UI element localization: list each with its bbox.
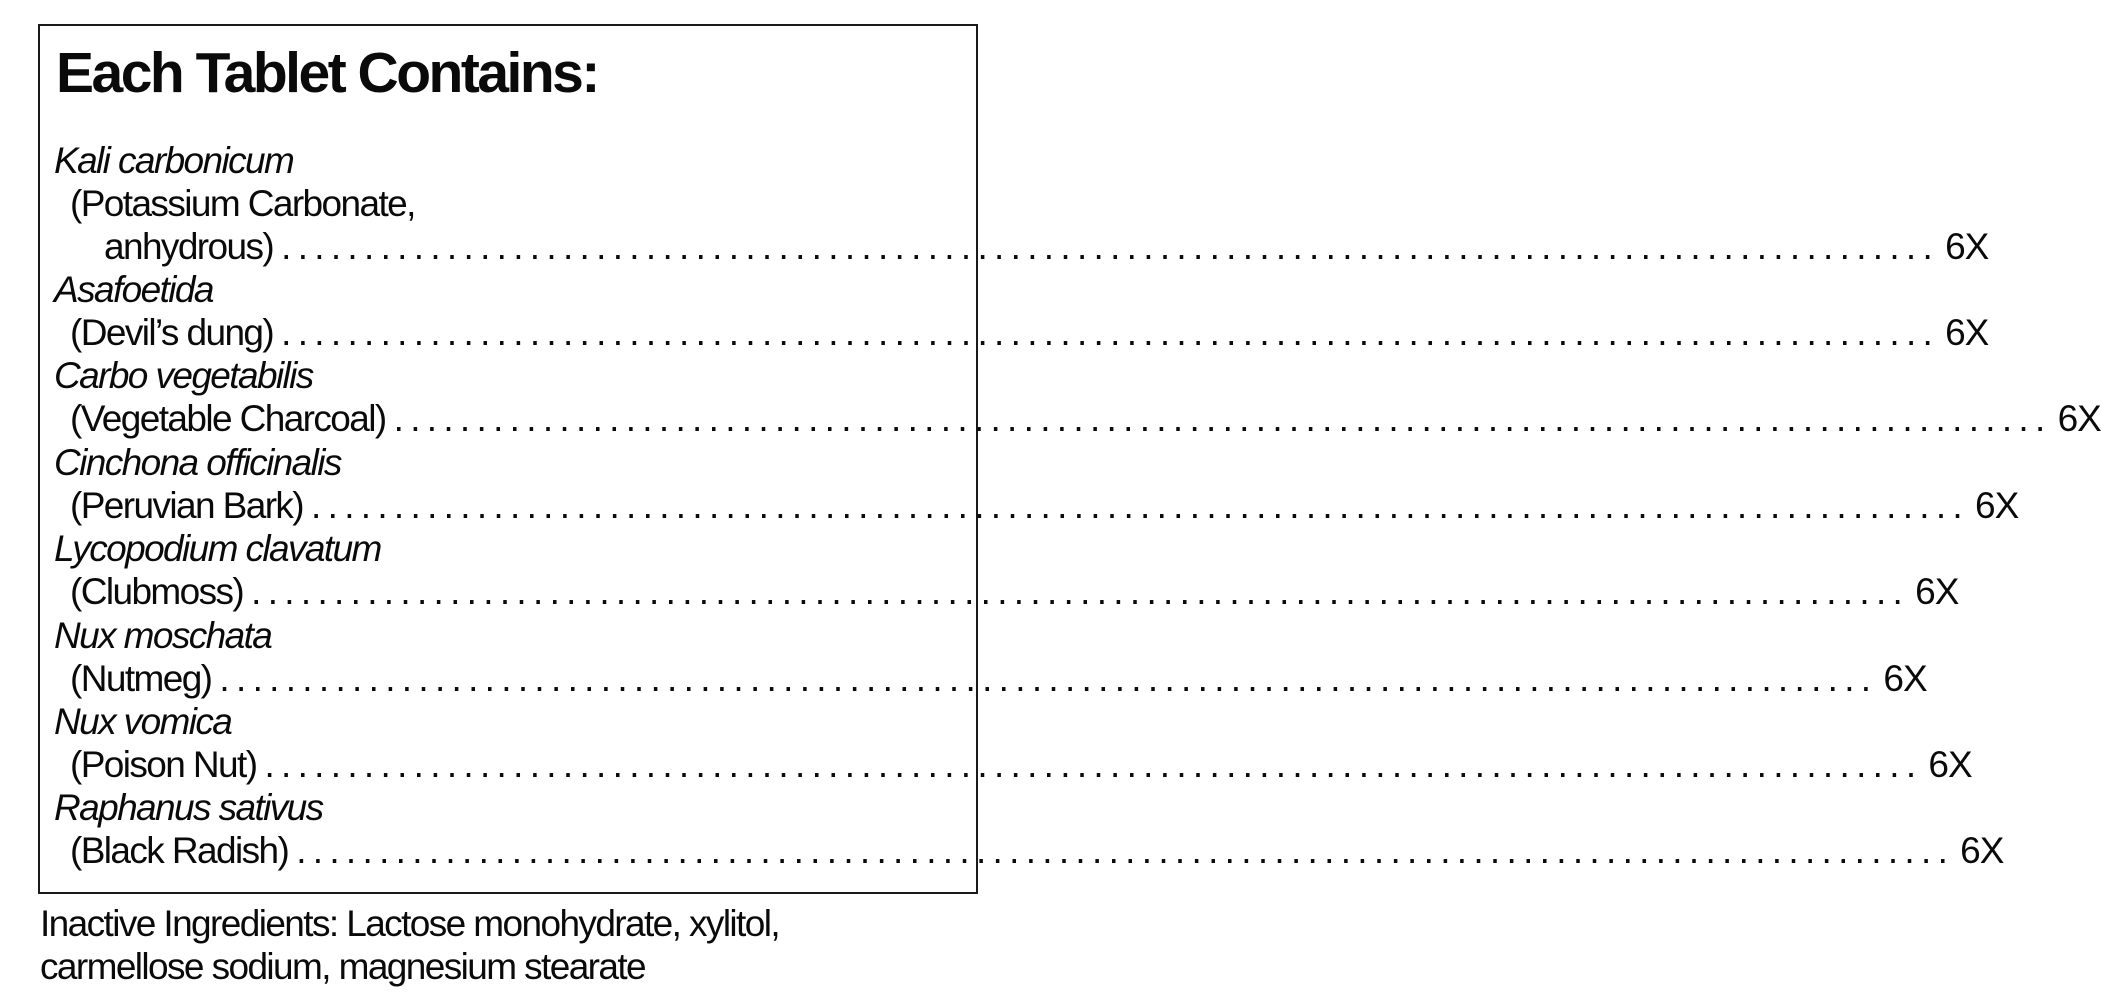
ingredient-row <box>70 658 1927 699</box>
dot-leader: .................................................................................................... <box>281 226 1940 267</box>
ingredient-row <box>70 830 2004 871</box>
ingredient-potency: 6X <box>1928 744 1972 785</box>
dot-leader: .................................................................................................... <box>296 830 1955 871</box>
ingredient-potency: 6X <box>1960 830 2004 871</box>
dot-leader: .................................................................................................... <box>281 312 1940 353</box>
ingredient-potency: 6X <box>1945 226 1989 267</box>
ingredient-row <box>70 744 1972 785</box>
ingredient-potency: 6X <box>1883 658 1927 699</box>
dot-leader: .................................................................................................... <box>311 485 1970 526</box>
ingredient-latin-name: Carbo vegetabilis <box>54 355 313 396</box>
ingredient-common-name: (Nutmeg) <box>70 658 212 699</box>
dot-leader: .................................................................................................... <box>393 398 2052 439</box>
ingredient-latin-name: Nux vomica <box>54 701 232 742</box>
inactive-ingredients-line-1: Inactive Ingredients: Lactose monohydrate, xylitol, <box>40 903 780 944</box>
ingredient-latin-name: Asafoetida <box>54 269 213 310</box>
ingredient-common-name: (Black Radish) <box>70 830 289 871</box>
ingredient-latin-name: Cinchona officinalis <box>54 442 341 483</box>
ingredient-potency: 6X <box>2057 398 2101 439</box>
ingredient-row <box>70 312 1989 353</box>
ingredient-common-name: (Potassium Carbonate, <box>70 183 415 224</box>
ingredient-latin-name: Kali carbonicum <box>54 140 294 181</box>
ingredient-latin-name: Raphanus sativus <box>54 787 323 828</box>
ingredient-common-name: (Devil’s dung) <box>70 312 274 353</box>
active-ingredients-box <box>38 24 2101 894</box>
dot-leader: .................................................................................................... <box>251 571 1910 612</box>
ingredient-potency: 6X <box>1945 312 1989 353</box>
ingredient-common-name: anhydrous) <box>104 226 274 267</box>
dot-leader: .................................................................................................... <box>264 744 1923 785</box>
ingredient-row <box>70 485 2019 526</box>
ingredient-common-name: (Poison Nut) <box>70 744 257 785</box>
dot-leader: .................................................................................................... <box>219 658 1878 699</box>
ingredient-latin-name: Lycopodium clavatum <box>54 528 381 569</box>
ingredient-row <box>70 571 1959 612</box>
ingredient-potency: 6X <box>1975 485 2019 526</box>
inactive-ingredients-line-2: carmellose sodium, magnesium stearate <box>40 946 646 987</box>
ingredient-row <box>70 398 2101 439</box>
panel-heading: Each Tablet Contains: <box>56 41 598 105</box>
ingredient-row <box>104 226 1989 267</box>
ingredient-common-name: (Clubmoss) <box>70 571 244 612</box>
ingredient-common-name: (Vegetable Charcoal) <box>70 398 386 439</box>
ingredient-latin-name: Nux moschata <box>54 615 272 656</box>
ingredient-potency: 6X <box>1915 571 1959 612</box>
ingredient-common-name: (Peruvian Bark) <box>70 485 304 526</box>
